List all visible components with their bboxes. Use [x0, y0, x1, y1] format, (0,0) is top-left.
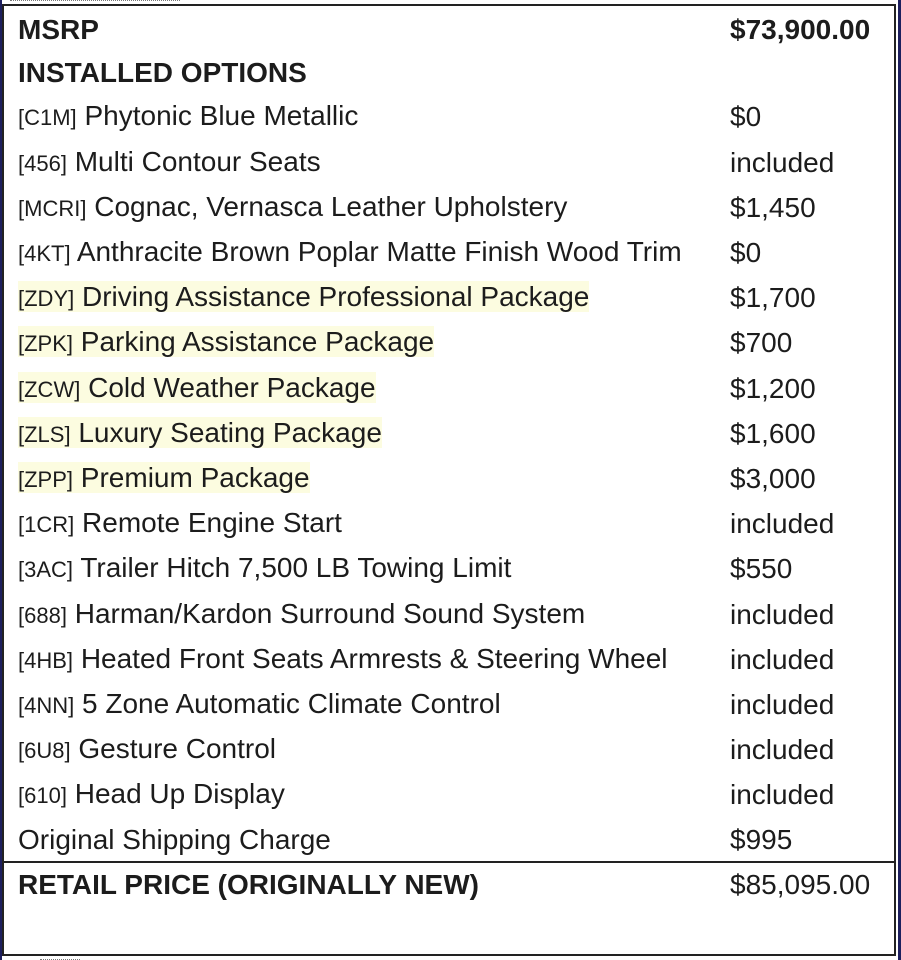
option-row — [4, 592, 894, 637]
option-text — [18, 778, 285, 809]
option-name: Cognac, Vernasca Leather Upholstery — [94, 190, 568, 222]
option-description — [4, 230, 730, 275]
option-text — [18, 643, 668, 674]
option-description — [4, 546, 730, 591]
options-header-row — [4, 51, 894, 94]
shipping-label: Original Shipping Charge — [18, 823, 331, 855]
option-description — [4, 682, 730, 727]
option-description — [4, 411, 730, 456]
option-text — [18, 281, 589, 312]
retail-price-value: $85,095.00 — [730, 862, 894, 907]
option-row — [4, 185, 894, 230]
option-description — [4, 727, 730, 772]
msrp-label: MSRP — [18, 14, 99, 45]
option-price: $1,200 — [730, 372, 816, 404]
option-description — [4, 637, 730, 682]
option-text — [18, 507, 342, 538]
option-name: Multi Contour Seats — [74, 145, 321, 177]
option-price: included — [730, 508, 835, 540]
option-price: $1,600 — [730, 417, 816, 449]
option-code: [3AC] — [18, 557, 74, 583]
option-text — [18, 733, 276, 764]
option-row — [4, 772, 894, 817]
installed-options-label: INSTALLED OPTIONS — [18, 57, 307, 89]
option-code: [1CR] — [18, 512, 75, 538]
option-row — [4, 320, 894, 365]
option-price: included — [730, 598, 835, 630]
option-code: [688] — [18, 602, 67, 628]
option-name: Phytonic Blue Metallic — [84, 100, 359, 132]
option-description — [4, 772, 730, 817]
option-row — [4, 275, 894, 320]
option-name: Anthracite Brown Poplar Matte Finish Wood Trim — [76, 236, 682, 268]
option-price: included — [730, 779, 835, 811]
option-code: [4NN] — [18, 693, 75, 719]
shipping-row — [4, 818, 894, 862]
option-price: $0 — [730, 101, 762, 133]
option-name: Trailer Hitch 7,500 LB Towing Limit — [80, 552, 512, 584]
option-price: included — [730, 734, 835, 766]
option-code: [456] — [18, 150, 67, 176]
option-description — [4, 501, 730, 546]
option-row — [4, 366, 894, 411]
option-price: included — [730, 643, 835, 675]
option-name: Luxury Seating Package — [78, 416, 382, 448]
option-text — [18, 100, 358, 131]
option-code: [4HB] — [18, 647, 74, 673]
option-description — [4, 456, 730, 501]
option-code: [C1M] — [18, 105, 77, 131]
option-name: Heated Front Seats Armrests & Steering Wheel — [80, 642, 668, 674]
total-row — [4, 862, 894, 907]
option-name: Parking Assistance Package — [80, 326, 435, 358]
shipping-value: $995 — [730, 823, 793, 855]
option-row — [4, 546, 894, 591]
option-code: [ZPP] — [18, 467, 74, 493]
option-description — [4, 275, 730, 320]
option-row — [4, 94, 894, 139]
option-row — [4, 501, 894, 546]
option-code: [ZLS] — [18, 421, 71, 447]
option-description — [4, 366, 730, 411]
option-text — [18, 236, 682, 267]
option-row — [4, 637, 894, 682]
option-code: [MCRI] — [18, 195, 87, 221]
option-name: Gesture Control — [78, 733, 277, 765]
option-description — [4, 592, 730, 637]
option-code: [ZDY] — [18, 286, 75, 312]
option-price: $550 — [730, 553, 793, 585]
option-text — [18, 417, 382, 448]
option-description — [4, 140, 730, 185]
option-text — [18, 462, 310, 493]
option-name: Driving Assistance Professional Package — [82, 281, 590, 313]
option-name: Remote Engine Start — [82, 507, 342, 539]
option-code: [ZPK] — [18, 331, 74, 357]
retail-price-label: RETAIL PRICE (ORIGINALLY NEW) — [4, 862, 730, 907]
option-code: [6U8] — [18, 738, 71, 764]
price-table — [4, 6, 894, 907]
option-code: [4KT] — [18, 241, 71, 267]
option-description — [4, 185, 730, 230]
option-row — [4, 727, 894, 772]
option-text — [18, 598, 585, 629]
option-text — [18, 372, 376, 403]
msrp-row — [4, 6, 894, 51]
option-row — [4, 456, 894, 501]
option-text — [18, 552, 511, 583]
option-price: $0 — [730, 237, 762, 269]
option-text — [18, 688, 501, 719]
option-name: Premium Package — [80, 462, 310, 494]
option-text — [18, 326, 434, 357]
option-description — [4, 94, 730, 139]
option-price: included — [730, 146, 835, 178]
option-price: $1,450 — [730, 191, 816, 223]
window-sticker-table — [2, 4, 896, 956]
option-name: Cold Weather Package — [88, 371, 376, 403]
option-name: 5 Zone Automatic Climate Control — [82, 688, 501, 720]
option-price: $1,700 — [730, 282, 816, 314]
option-price: $3,000 — [730, 463, 816, 495]
option-price: $700 — [730, 327, 793, 359]
option-row — [4, 230, 894, 275]
option-text — [18, 146, 321, 177]
option-code: [610] — [18, 783, 67, 809]
option-description — [4, 320, 730, 365]
bottom-divider — [40, 956, 80, 960]
option-row — [4, 411, 894, 456]
option-row — [4, 140, 894, 185]
option-code: [ZCW] — [18, 376, 81, 402]
option-text — [18, 191, 567, 222]
option-price: included — [730, 689, 835, 721]
option-name: Head Up Display — [74, 778, 285, 810]
option-name: Harman/Kardon Surround Sound System — [74, 597, 586, 629]
msrp-value: $73,900.00 — [730, 14, 871, 45]
option-row — [4, 682, 894, 727]
